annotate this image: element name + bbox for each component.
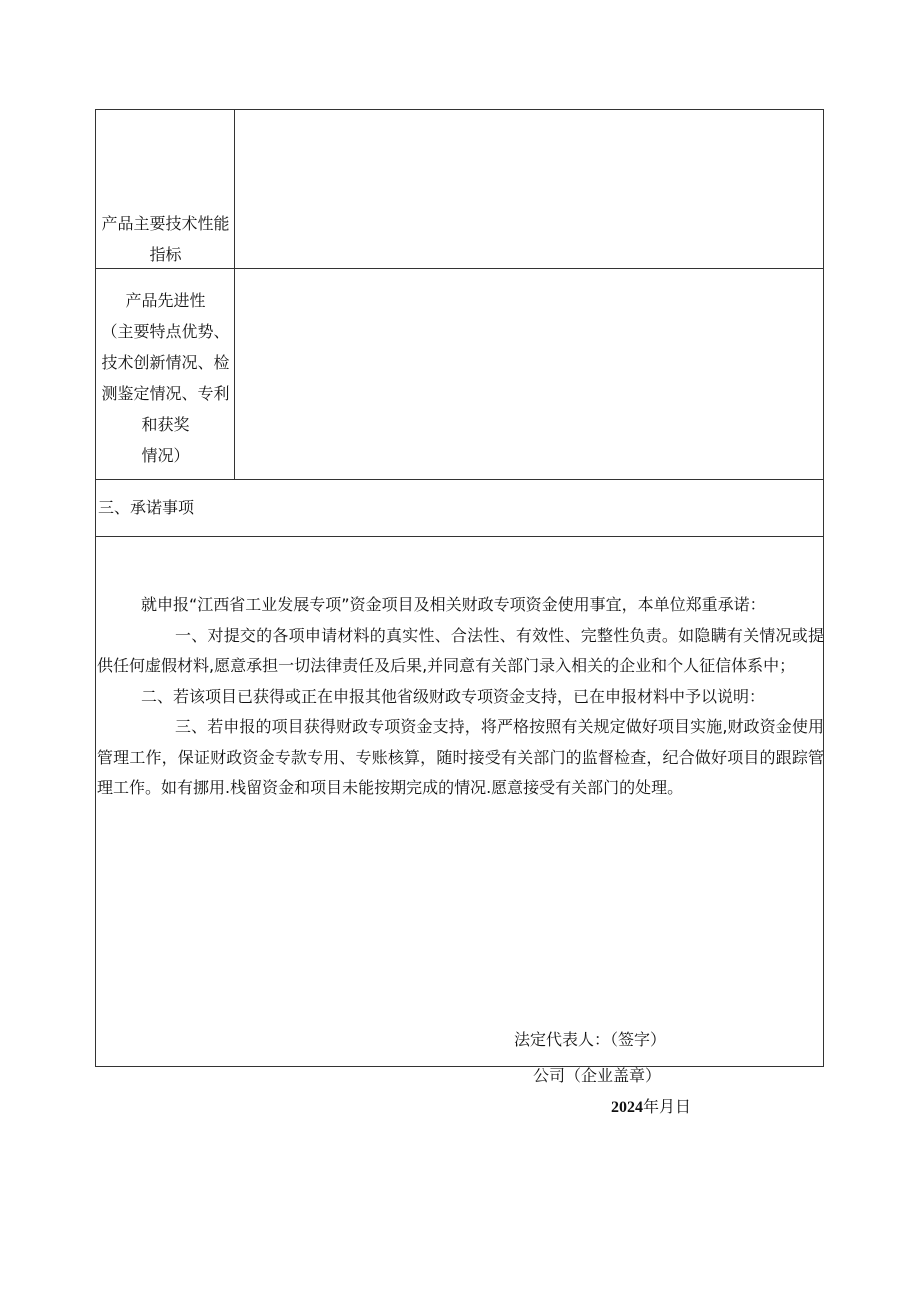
product-advancement-label-line: 测鉴定情况、专利 <box>101 384 230 403</box>
product-advancement-label-cell <box>96 269 235 479</box>
pledge-item-1: 一、对提交的各项申请材料的真实性、合法性、有效性、完整性负责。如隐瞒有关情况或提供任何虚假材料,愿意承担一切法律责任及后果,并同意有关部门录入相关的企业和个人征信体系中； <box>97 625 824 675</box>
pledge-text <box>97 590 824 804</box>
commitment-content <box>96 537 824 1116</box>
tech-performance-value-cell[interactable] <box>235 110 823 268</box>
commitment-section-header <box>96 480 823 537</box>
date-year: 2024 <box>611 1099 643 1116</box>
tech-performance-label-line: 产品主要技术性能 <box>101 214 230 233</box>
pledge-item-2: 二、若该项目已获得或正在申报其他省级财政专项资金支持，已在申报材料中予以说明： <box>141 686 766 706</box>
date-units: 年月日 <box>643 1097 692 1116</box>
tech-performance-label-line: 指标 <box>149 245 182 264</box>
tech-performance-row <box>96 110 823 269</box>
product-advancement-label-line: 和获奖 <box>141 415 190 434</box>
product-advancement-label-line: 情况） <box>141 446 190 465</box>
product-advancement-label-line: 产品先进性 <box>125 291 206 310</box>
application-form-table <box>95 109 824 1116</box>
tech-performance-label-cell <box>96 110 235 268</box>
company-seal: 公司（企业盖章） <box>533 1066 662 1085</box>
product-advancement-row <box>96 269 823 480</box>
tech-performance-label <box>96 208 235 270</box>
pledge-item-3: 三、若申报的项目获得财政专项资金支持，将严格按照有关规定做好项目实施,财政资金使用管理工作，保证财政资金专款专用、专账核算，随时接受有关部门的监督检查，纪合做好项目的跟踪管理工作。如有挪用.栈留资金和项目未能按期完成的情况.愿意接受有关部门的处理。 <box>97 717 824 797</box>
product-advancement-value-cell[interactable] <box>235 269 823 479</box>
product-advancement-label <box>96 285 235 471</box>
pledge-intro: 就申报“江西省工业发展专项”资金项目及相关财政专项资金使用事宜，本单位郑重承诺： <box>141 595 766 614</box>
product-advancement-label-line: 技术创新情况、检 <box>101 353 230 372</box>
product-advancement-label-line: （主要特点优势、 <box>101 322 230 341</box>
signature-date <box>611 1094 691 1121</box>
section-title: 三、承诺事项 <box>98 498 195 517</box>
legal-representative-signature: 法定代表人：（签字） <box>514 1030 667 1049</box>
